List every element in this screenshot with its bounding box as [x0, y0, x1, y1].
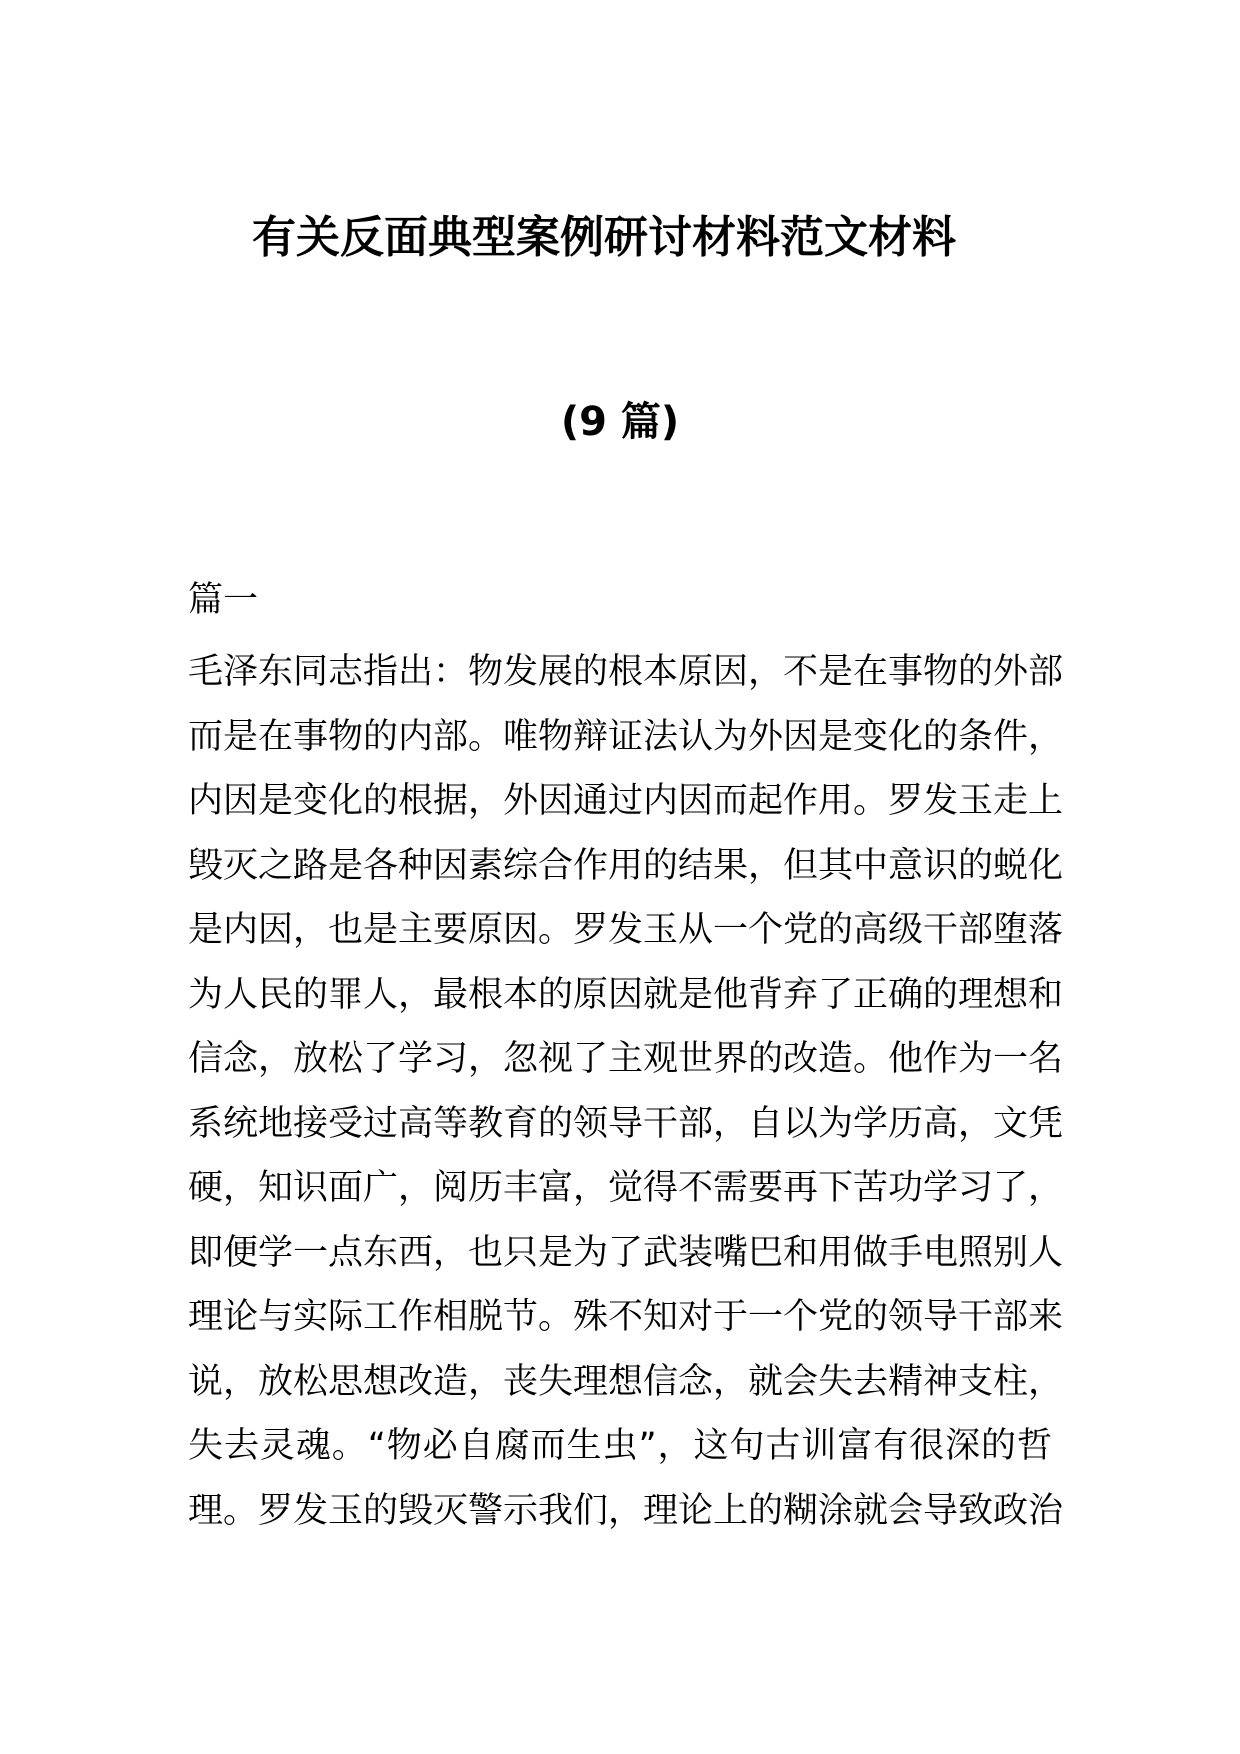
body-line: 失去灵魂。“物必自腐而生虫”，这句古训富有很深的哲	[188, 1426, 1052, 1466]
body-line: 内因是变化的根据，外因通过内因而起作用。罗发玉走上	[188, 781, 1064, 821]
body-line: 毛泽东同志指出：物发展的根本原因，不是在事物的外部	[188, 652, 1064, 692]
body-line: 理。罗发玉的毁灭警示我们，理论上的糊涂就会导致政治	[188, 1490, 1064, 1531]
body-line: 信念，放松了学习，忽视了主观世界的改造。他作为一名	[188, 1039, 1064, 1079]
body-text	[188, 640, 1068, 1543]
body-line: 说，放松思想改造，丧失理想信念，就会失去精神支柱，	[188, 1361, 1064, 1402]
body-line: 理论与实际工作相脱节。殊不知对于一个党的领导干部来	[188, 1297, 1064, 1337]
section-label: 篇一	[188, 580, 259, 620]
body-line: 硬，知识面广，阅历丰富，觉得不需要再下苦功学习了，	[188, 1168, 1064, 1208]
document-title: 有关反面典型案例研讨材料范文材料	[252, 212, 956, 263]
document-subtitle: (9 篇)	[560, 399, 680, 445]
body-line: 毁灭之路是各种因素综合作用的结果，但其中意识的蜕化	[188, 845, 1064, 886]
body-line: 而是在事物的内部。唯物辩证法认为外因是变化的条件，	[188, 716, 1064, 757]
body-line: 是内因，也是主要原因。罗发玉从一个党的高级干部堕落	[188, 910, 1064, 950]
body-line: 系统地接受过高等教育的领导干部，自以为学历高，文凭	[188, 1103, 1064, 1144]
body-line: 即便学一点东西，也只是为了武装嘴巴和用做手电照别人	[188, 1232, 1064, 1273]
body-line: 为人民的罪人，最根本的原因就是他背弃了正确的理想和	[188, 974, 1064, 1015]
